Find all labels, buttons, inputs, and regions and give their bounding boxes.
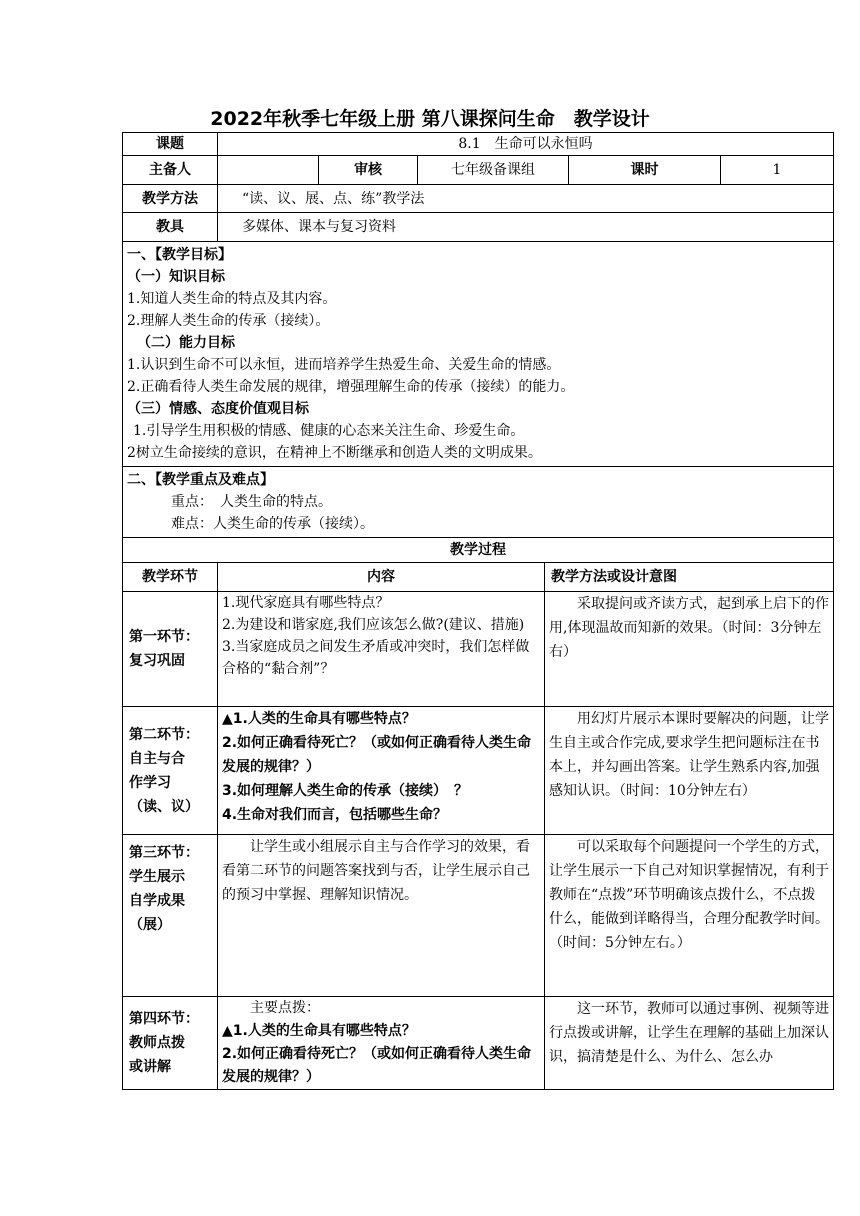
col-content-header: 内容	[218, 563, 545, 592]
objectives-section	[123, 242, 834, 467]
method-cell: 用幻灯片展示本课时要解决的问题，让学生自主或合作完成,要求学生把问题标注在书本上，并勾画出答案。让学生熟系内容,加强感知认识。（时间：10分钟左右）	[545, 707, 834, 835]
keypoints-section	[123, 467, 834, 538]
key-point: 重点： 人类生命的特点。	[171, 494, 332, 510]
stage-cell: 第四环节： 教师点拨 或讲解	[123, 997, 218, 1090]
stage-cell: 第一环节： 复习巩固	[123, 592, 218, 707]
lesson-plan-table	[122, 132, 834, 1090]
hours-value: 1	[721, 156, 834, 185]
method-value: “读、议、展、点、练”教学法	[218, 185, 834, 213]
reviewer-value: 七年级备课组	[418, 156, 569, 185]
col-method-header: 教学方法或设计意图	[545, 563, 834, 592]
ability-item: 1.认识到生命不可以永恒，进而培养学生热爱生命、关爱生命的情感。	[127, 357, 561, 373]
method-cell: 这一环节，教师可以通过事例、视频等进行点拨或讲解，让学生在理解的基础上加深认识，搞清楚是什么、为什么、怎么办	[545, 997, 834, 1090]
reviewer-label: 审核	[319, 156, 418, 185]
topic-value: 8.1 生命可以永恒吗	[218, 133, 834, 156]
objectives-heading: 一、【教学目标】	[127, 247, 232, 263]
hours-label: 课时	[569, 156, 721, 185]
difficult-point: 难点：人类生命的传承（接续）。	[171, 516, 374, 532]
method-cell: 可以采取每个问题提问一个学生的方式，让学生展示一下自己对知识掌握情况，有利于教师在“点拨”环节明确该点拨什么，不点拨什么，能做到详略得当，合理分配教学时间。（时间：5分钟左右。）	[545, 835, 834, 997]
col-stage-header: 教学环节	[123, 563, 218, 592]
preparer-value	[218, 156, 319, 185]
knowledge-heading: （一）知识目标	[127, 269, 225, 285]
stage-cell: 第三环节： 学生展示 自学成果 （展）	[123, 835, 218, 997]
tools-value: 多媒体、课本与复习资料	[218, 213, 834, 242]
emotion-item: 1.引导学生用积极的情感、健康的心态来关注生命、珍爱生命。	[133, 423, 525, 439]
ability-heading: （二）能力目标	[137, 335, 235, 351]
document-title: 2022年秋季七年级上册 第八课探问生命 教学设计	[210, 108, 650, 130]
method-label: 教学方法	[123, 185, 218, 213]
emotion-heading: （三）情感、态度价值观目标	[127, 401, 309, 417]
ability-item: 2.正确看待人类生命发展的规律，增强理解生命的传承（接续）的能力。	[127, 379, 575, 395]
topic-label: 课题	[123, 133, 218, 156]
content-cell: ▲1.人类的生命具有哪些特点？ 2.如何正确看待死亡？（或如何正确看待人类生命发展的规律？） 3.如何理解人类生命的传承（接续） ？ 4.生命对我们而言，包括哪些生命？	[218, 707, 545, 835]
method-cell: 采取提问或齐读方式，起到承上启下的作用,体现温故而知新的效果。（时间：3分钟左右）	[545, 592, 834, 707]
emotion-item: 2树立生命接续的意识，在精神上不断继承和创造人类的文明成果。	[127, 445, 542, 461]
stage-cell: 第二环节： 自主与合 作学习 （读、议）	[123, 707, 218, 835]
tools-label: 教具	[123, 213, 218, 242]
content-cell: 主要点拨： ▲1.人类的生命具有哪些特点？ 2.如何正确看待死亡？（或如何正确看待人类生命发展的规律？）	[218, 997, 545, 1090]
process-heading: 教学过程	[123, 538, 834, 563]
content-cell: 让学生或小组展示自主与合作学习的效果，看看第二环节的问题答案找到与否，让学生展示自己的预习中掌握、理解知识情况。	[218, 835, 545, 997]
keypoints-heading: 二、【教学重点及难点】	[127, 472, 274, 488]
knowledge-item: 1.知道人类生命的特点及其内容。	[127, 291, 337, 307]
preparer-label: 主备人	[123, 156, 218, 185]
content-cell: 1.现代家庭具有哪些特点？ 2.为建设和谐家庭,我们应该怎么做?(建议、措施) 3.当家庭成员之间发生矛盾或冲突时，我们怎样做合格的“黏合剂”？	[218, 592, 545, 707]
knowledge-item: 2.理解人类生命的传承（接续）。	[127, 313, 330, 329]
